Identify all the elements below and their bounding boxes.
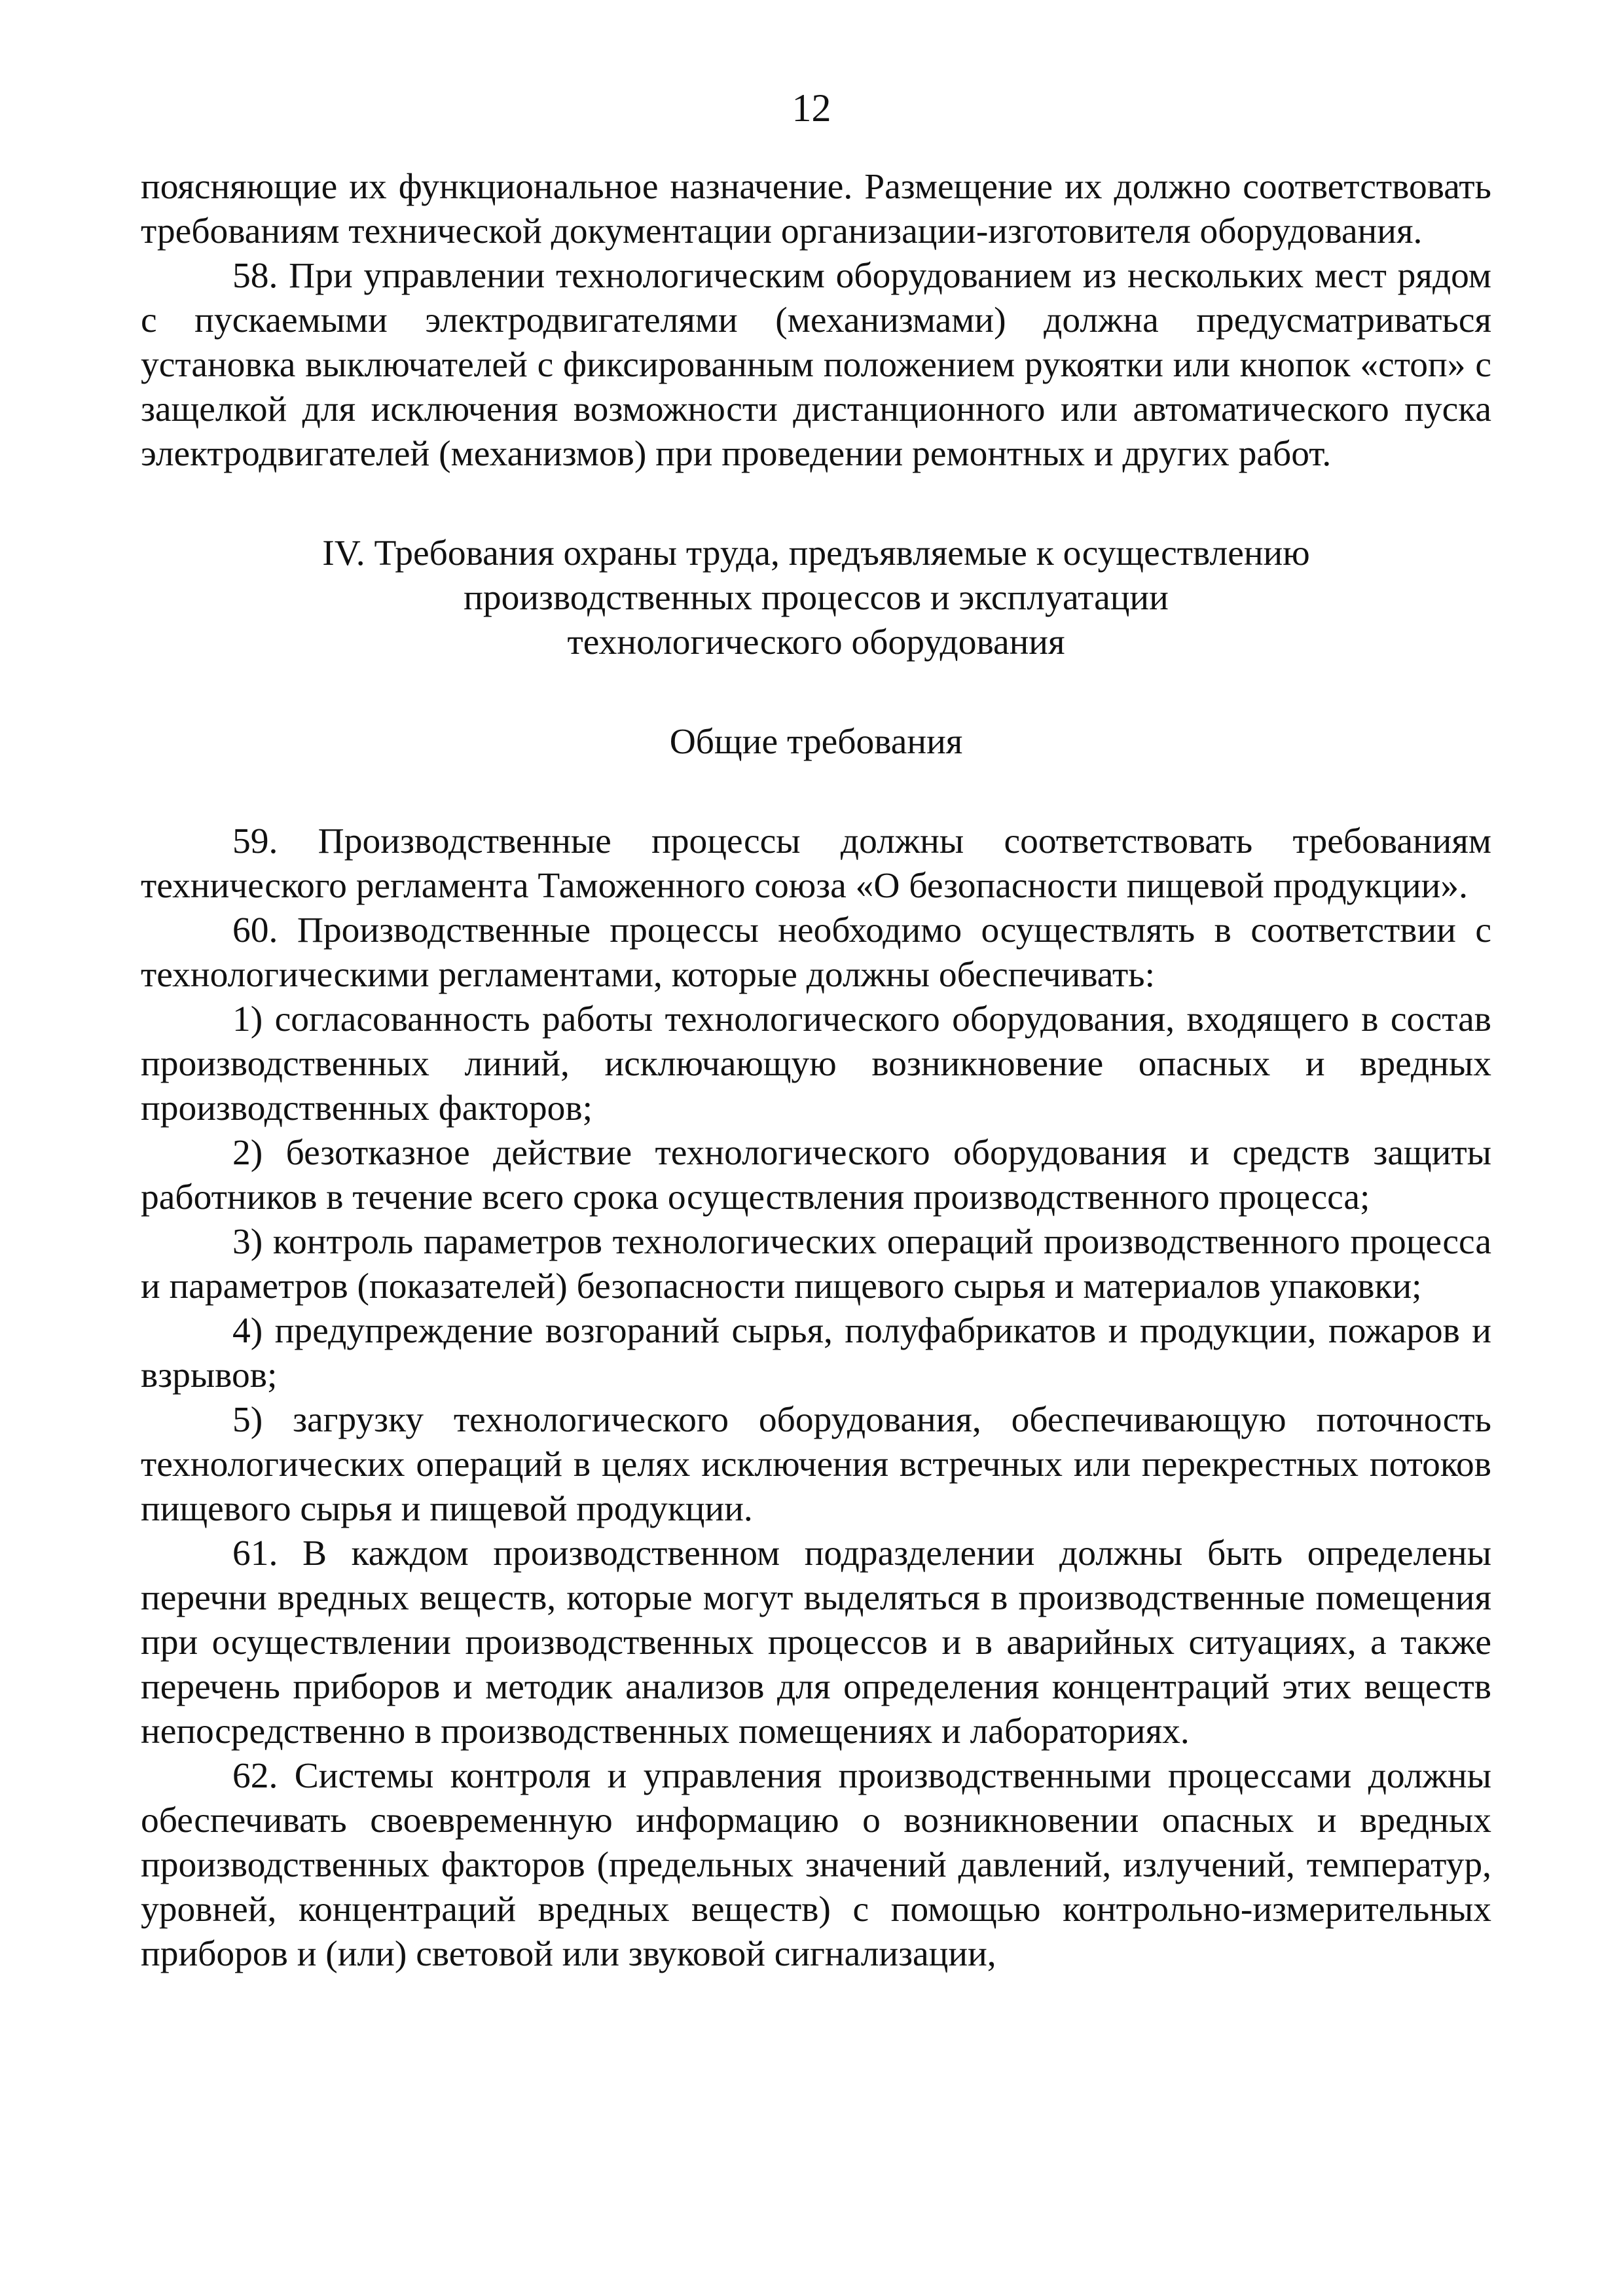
section-heading-line: IV. Требования охраны труда, предъявляемые к осуществлению: [322, 533, 1310, 573]
paragraph-58: 58. При управлении технологическим оборудованием из нескольких мест рядом с пускаемыми электродвигателями (механизмами) должна предусматриваться установка выключателей с фиксированным положением рукоятки или кнопок «стоп» с защелкой для исключения возможности дистанционного или автоматического пуска электродвигателей (механизмов) при проведении ремонтных и других работ.: [141, 256, 1491, 474]
section-heading-line: производственных процессов и эксплуатации: [464, 578, 1169, 618]
list-item: 5) загрузку технологического оборудования, обеспечивающую поточность технологических операций в целях исключения встречных или перекрестных потоков пищевого сырья и пищевой продукции.: [141, 1400, 1491, 1529]
paragraph-59: 59. Производственные процессы должны соответствовать требованиям технического регламента Таможенного союза «О безопасности пищевой продукции».: [141, 821, 1491, 906]
list-item: 1) согласованность работы технологического оборудования, входящего в состав производственных линий, исключающую возникновение опасных и вредных производственных факторов;: [141, 999, 1491, 1128]
list-item: 2) безотказное действие технологического оборудования и средств защиты работников в течение всего срока осуществления производственного процесса;: [141, 1133, 1491, 1217]
paragraph-57-continuation: поясняющие их функциональное назначение. Размещение их должно соответствовать требованиям технической документации организации-изготовителя оборудования.: [141, 167, 1491, 251]
section-body: [141, 819, 1491, 1977]
page-number: 12: [792, 86, 831, 130]
section-heading-line: технологического оборудования: [567, 622, 1065, 662]
list-item: 3) контроль параметров технологических операций производственного процесса и параметров (показателей) безопасности пищевого сырья и материалов упаковки;: [141, 1222, 1491, 1306]
subsection-heading: Общие требования: [669, 722, 963, 762]
page-content: [141, 165, 1491, 1977]
paragraph-61: 61. В каждом производственном подразделении должны быть определены перечни вредных веществ, которые могут выделяться в производственные помещения при осуществлении производственных процессов и в аварийных ситуациях, а также перечень приборов и методик анализов для определения концентраций этих веществ непосредственно в производственных помещениях и лабораториях.: [141, 1534, 1491, 1751]
paragraph-60: 60. Производственные процессы необходимо осуществлять в соответствии с технологическими регламентами, которые должны обеспечивать:: [141, 910, 1491, 995]
list-item: 4) предупреждение возгораний сырья, полуфабрикатов и продукции, пожаров и взрывов;: [141, 1311, 1491, 1395]
paragraph-62: 62. Системы контроля и управления производственными процессами должны обеспечивать своевременную информацию о возникновении опасных и вредных производственных факторов (предельных значений давлений, излучений, температур, уровней, концентраций вредных веществ) с помощью контрольно-измерительных приборов и (или) световой или звуковой сигнализации,: [141, 1756, 1491, 1974]
section-iv-heading: [141, 531, 1491, 665]
